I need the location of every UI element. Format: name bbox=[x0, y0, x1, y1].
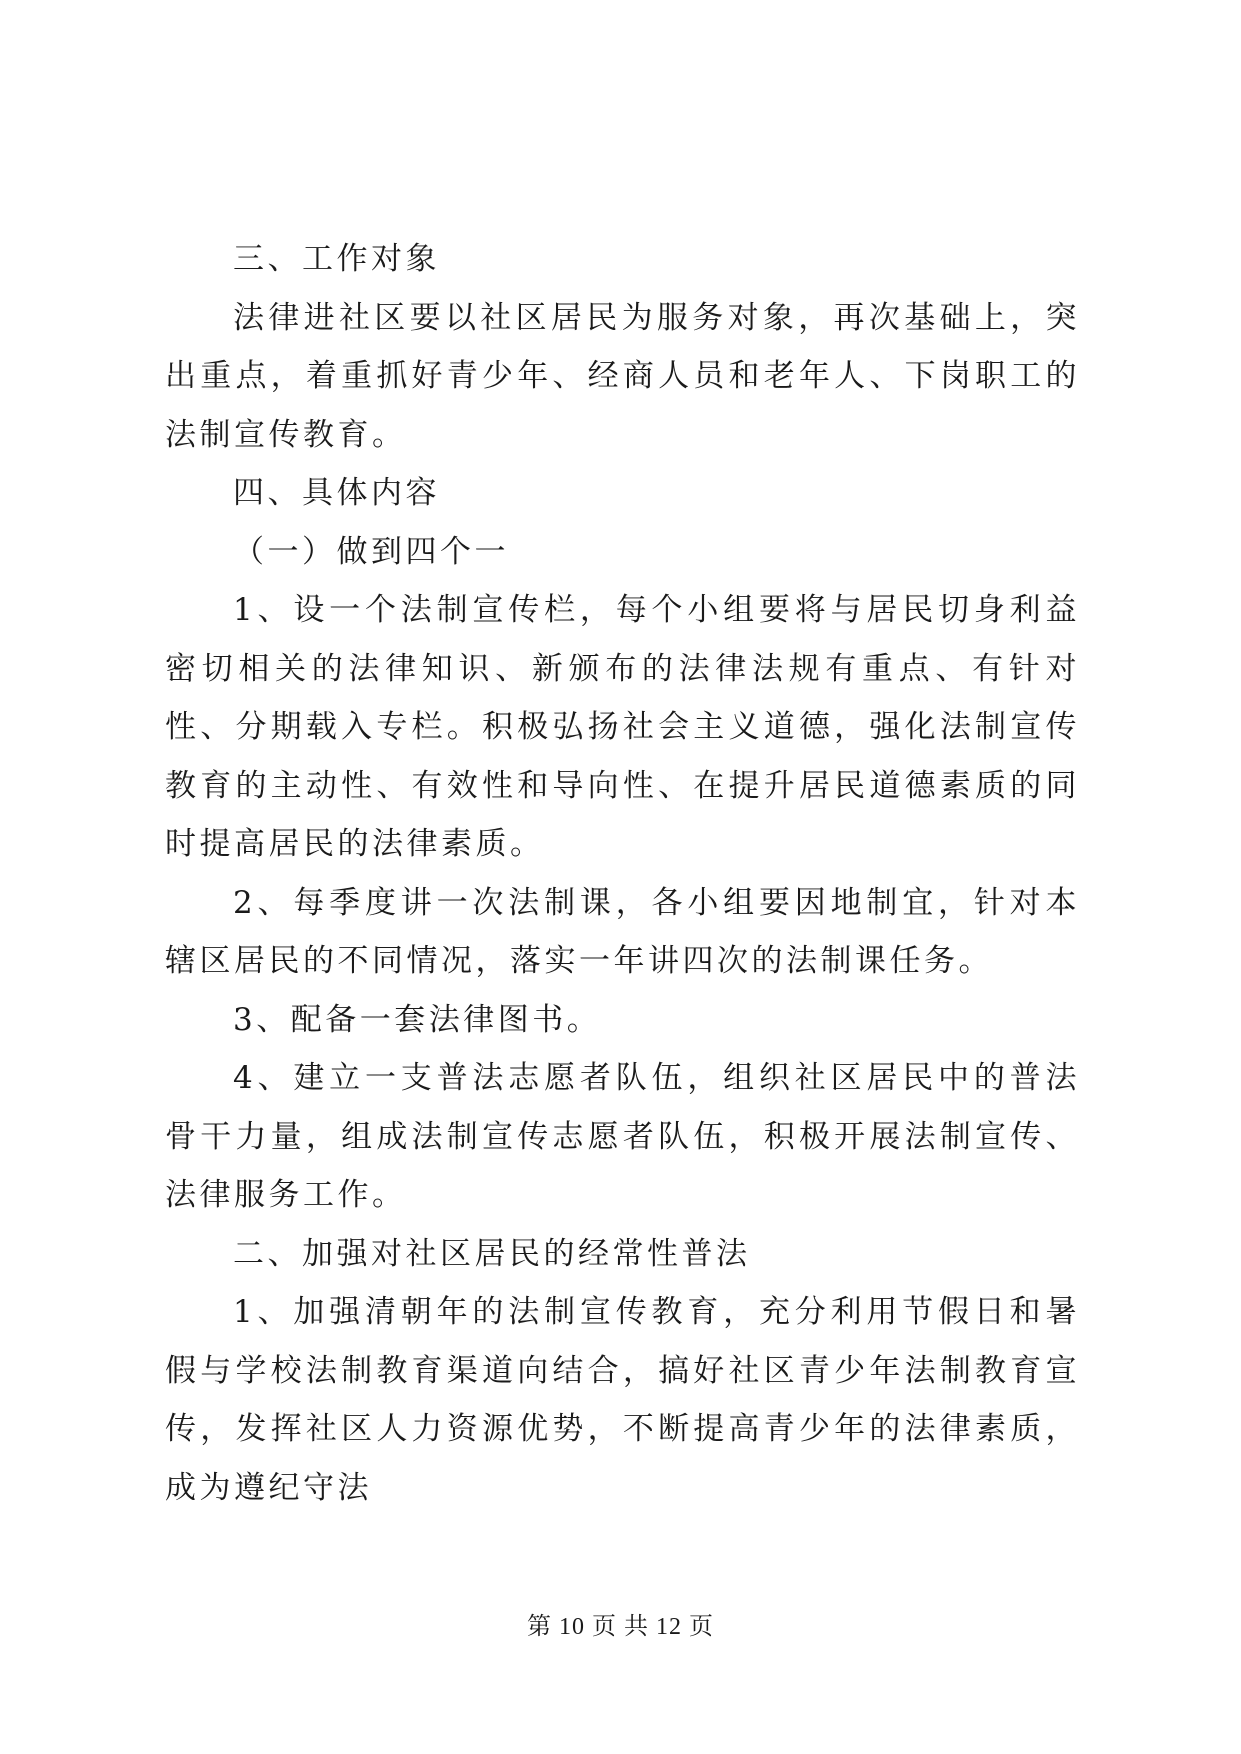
paragraph-item-2-legal-class: 2、每季度讲一次法制课，各小组要因地制宜，针对本辖区居民的不同情况，落实一年讲四次的法制课任务。 bbox=[165, 884, 1080, 979]
section-heading-work-targets: 三、工作对象 bbox=[233, 241, 440, 277]
document-body bbox=[165, 230, 1080, 1517]
page-number-footer: 第 10 页 共 12 页 bbox=[527, 1614, 714, 1640]
subsection-heading-four-ones: （一）做到四个一 bbox=[233, 533, 509, 570]
paragraph-item-4-volunteers: 4、建立一支普法志愿者队伍，组织社区居民中的普法骨干力量，组成法制宣传志愿者队伍，积极开展法制宣传、法律服务工作。 bbox=[165, 1060, 1080, 1213]
paragraph-work-targets: 法律进社区要以社区居民为服务对象，再次基础上，突出重点，着重抓好青少年、经商人员和老年人、下岗职工的法制宣传教育。 bbox=[165, 299, 1080, 453]
paragraph-item-1-bulletin-board: 1、设一个法制宣传栏，每个小组要将与居民切身利益密切相关的法律知识、新颁布的法律法规有重点、有针对性、分期载入专栏。积极弘扬社会主义道德，强化法制宣传教育的主动性、有效性和导向性、在提升居民道德素质的同时提高居民的法律素质。 bbox=[165, 592, 1080, 862]
paragraph-youth-education: 1、加强清朝年的法制宣传教育，充分利用节假日和暑假与学校法制教育渠道向结合，搞好社区青少年法制教育宣传，发挥社区人力资源优势，不断提高青少年的法律素质，成为遵纪守法 bbox=[165, 1294, 1080, 1506]
paragraph-item-3-law-books: 3、配备一套法律图书。 bbox=[233, 1001, 602, 1038]
section-heading-specific-content: 四、具体内容 bbox=[233, 475, 440, 511]
section-heading-regular-education: 二、加强对社区居民的经常性普法 bbox=[233, 1235, 751, 1272]
